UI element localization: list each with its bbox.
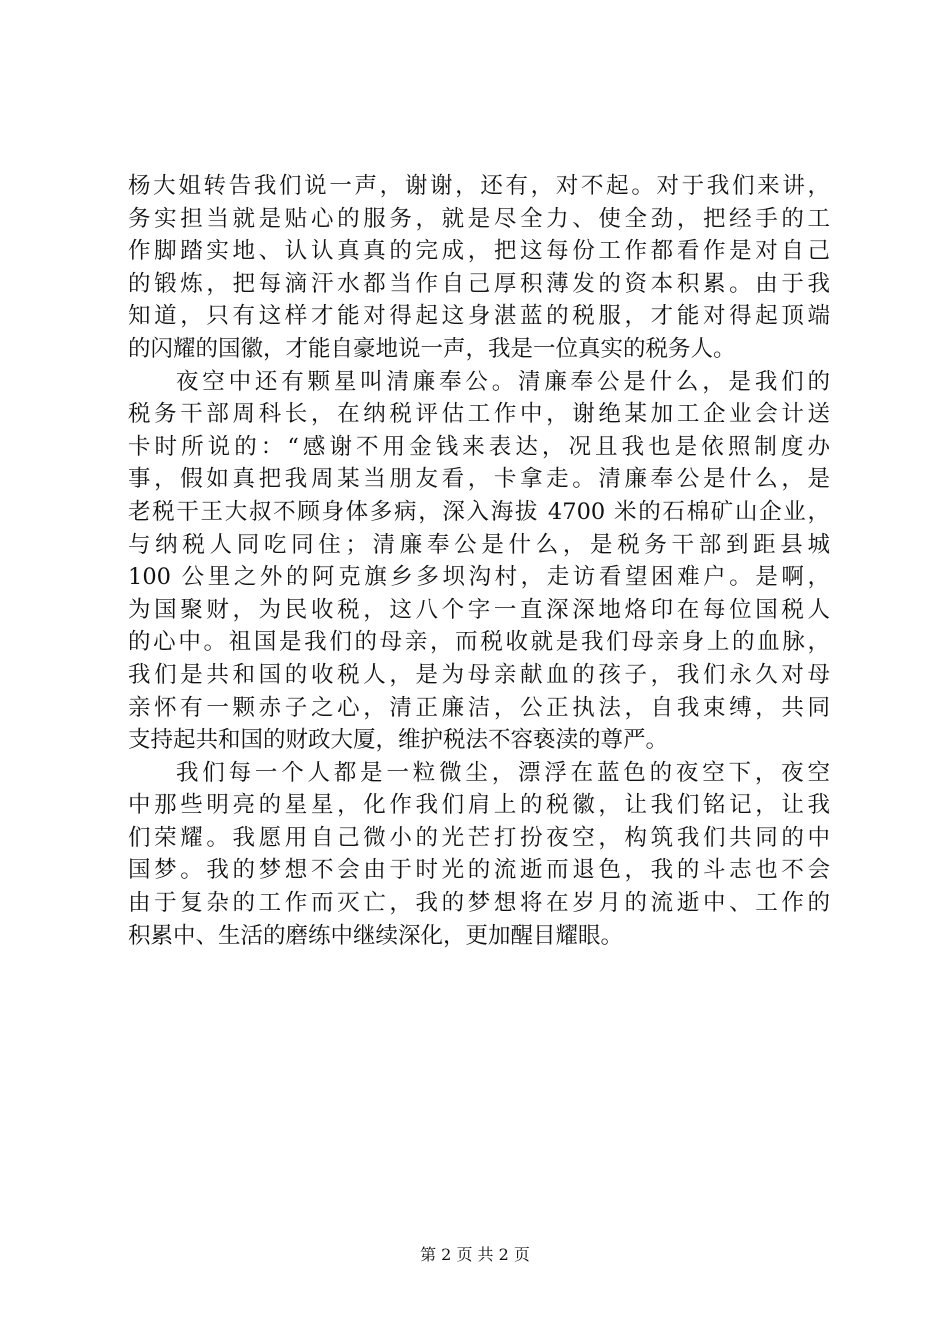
text-line: 积累中、生活的磨练中继续深化，更加醒目耀眼。 (128, 922, 624, 949)
text-line: 与纳税人同吃同住；清廉奉公是什么，是税务干部到距县城 (128, 531, 830, 558)
text-line: 事，假如真把我周某当朋友看，卡拿走。清廉奉公是什么，是 (128, 466, 830, 493)
paragraph-3 (128, 757, 830, 953)
page-number-footer: 第 2 页 共 2 页 (420, 1245, 530, 1264)
paragraph-2 (128, 366, 830, 757)
text-line: 我们是共和国的收税人，是为母亲献血的孩子，我们永久对母 (128, 661, 830, 688)
text-line: 杨大姐转告我们说一声，谢谢，还有，对不起。对于我们来讲， (128, 173, 830, 199)
text-line: 务实担当就是贴心的服务，就是尽全力、使全劲，把经手的工 (128, 205, 830, 232)
paragraph-1 (128, 170, 830, 366)
text-line: 的闪耀的国徽，才能自豪地说一声，我是一位真实的税务人。 (128, 335, 736, 362)
text-line: 的心中。祖国是我们的母亲，而税收就是我们母亲身上的血脉， (128, 629, 830, 656)
text-line: 国梦。我的梦想不会由于时光的流逝而退色，我的斗志也不会 (128, 857, 830, 884)
text-line: 老税干王大叔不顾身体多病，深入海拔 4700 米的石棉矿山企业， (128, 498, 830, 525)
text-line: 由于复杂的工作而灭亡，我的梦想将在岁月的流逝中、工作的 (128, 890, 830, 917)
text-line: 们荣耀。我愿用自己微小的光芒打扮夜空，构筑我们共同的中 (128, 824, 830, 851)
document-body (128, 170, 830, 952)
text-line: 支持起共和国的财政大厦，维护税法不容亵渎的尊严。 (128, 727, 669, 754)
text-line: 卡时所说的：“感谢不用金钱来表达，况且我也是依照制度办 (128, 433, 830, 460)
text-line: 夜空中还有颗星叫清廉奉公。清廉奉公是什么，是我们的 (176, 368, 830, 395)
text-line: 税务干部周科长，在纳税评估工作中，谢绝某加工企业会计送 (128, 401, 830, 428)
text-line: 知道，只有这样才能对得起这身湛蓝的税服，才能对得起顶端 (128, 303, 830, 330)
text-line: 中那些明亮的星星，化作我们肩上的税徽，让我们铭记，让我 (128, 792, 830, 819)
text-line: 亲怀有一颗赤子之心，清正廉洁，公正执法，自我束缚，共同 (128, 694, 830, 721)
text-line: 作脚踏实地、认认真真的完成，把这每份工作都看作是对自己 (128, 238, 830, 265)
text-line: 我们每一个人都是一粒微尘，漂浮在蓝色的夜空下，夜空 (176, 759, 830, 786)
text-line: 100 公里之外的阿克旗乡多坝沟村，走访看望困难户。是啊， (128, 564, 830, 591)
text-line: 为国聚财，为民收税，这八个字一直深深地烙印在每位国税人 (128, 596, 830, 623)
text-line: 的锻炼，把每滴汗水都当作自己厚积薄发的资本积累。由于我 (128, 270, 830, 297)
